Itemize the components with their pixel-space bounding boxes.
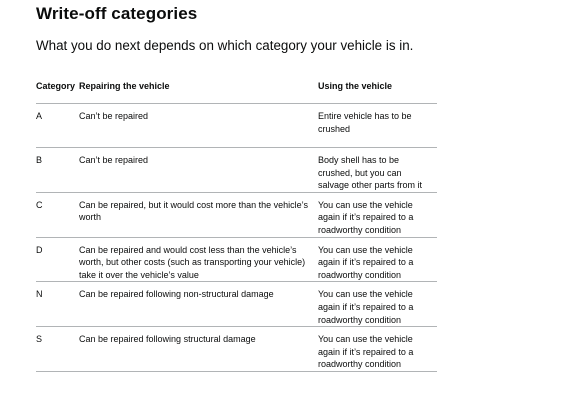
table-header-row bbox=[36, 76, 437, 104]
page-title: Write-off categories bbox=[36, 4, 198, 23]
repairing-cell bbox=[79, 282, 318, 327]
using-text: You can use the vehicle again if it’s repaired to a roadworthy condition bbox=[318, 334, 414, 370]
category-cell: D bbox=[36, 237, 79, 282]
using-cell bbox=[318, 327, 437, 372]
category-cell: A bbox=[36, 104, 79, 148]
category-cell: B bbox=[36, 148, 79, 193]
category-cell: N bbox=[36, 282, 79, 327]
repairing-cell bbox=[79, 327, 318, 372]
using-text: Body shell has to be crushed, but you can salvage other parts from it bbox=[318, 155, 423, 191]
repairing-text: Can be repaired following structural damage bbox=[79, 334, 256, 345]
table-row bbox=[36, 327, 437, 372]
write-off-categories-table bbox=[36, 76, 437, 372]
repairing-text: Can’t be repaired bbox=[79, 155, 149, 165]
header-using: Using the vehicle bbox=[318, 76, 437, 104]
header-repairing: Repairing the vehicle bbox=[79, 76, 318, 104]
using-text: Entire vehicle has to be crushed bbox=[318, 111, 412, 134]
table-row bbox=[36, 237, 437, 282]
category-cell: C bbox=[36, 192, 79, 237]
table-row bbox=[36, 192, 437, 237]
repairing-text: Can be repaired and would cost less than the vehicle’s worth, but other costs (such as transporting your vehicle) take it over the vehicle’s value bbox=[79, 244, 306, 280]
repairing-cell bbox=[79, 148, 318, 193]
using-text: You can use the vehicle again if it’s repaired to a roadworthy condition bbox=[318, 289, 414, 325]
using-cell bbox=[318, 104, 437, 148]
repairing-text: Can be repaired, but it would cost more than the vehicle’s worth bbox=[79, 199, 308, 223]
repairing-cell bbox=[79, 192, 318, 237]
using-cell bbox=[318, 192, 437, 237]
repairing-text: Can be repaired following non-structural damage bbox=[79, 289, 274, 300]
repairing-cell bbox=[79, 237, 318, 282]
category-cell: S bbox=[36, 327, 79, 372]
table-row bbox=[36, 104, 437, 148]
repairing-text: Can’t be repaired bbox=[79, 111, 149, 121]
table-row bbox=[36, 282, 437, 327]
using-cell bbox=[318, 148, 437, 193]
header-category: Category bbox=[36, 76, 79, 104]
using-cell bbox=[318, 237, 437, 282]
using-text: You can use the vehicle again if it’s repaired to a roadworthy condition bbox=[318, 244, 414, 280]
intro-text: What you do next depends on which category your vehicle is in. bbox=[36, 38, 414, 53]
repairing-cell bbox=[79, 104, 318, 148]
using-text: You can use the vehicle again if it’s repaired to a roadworthy condition bbox=[318, 199, 414, 235]
table-row bbox=[36, 148, 437, 193]
using-cell bbox=[318, 282, 437, 327]
